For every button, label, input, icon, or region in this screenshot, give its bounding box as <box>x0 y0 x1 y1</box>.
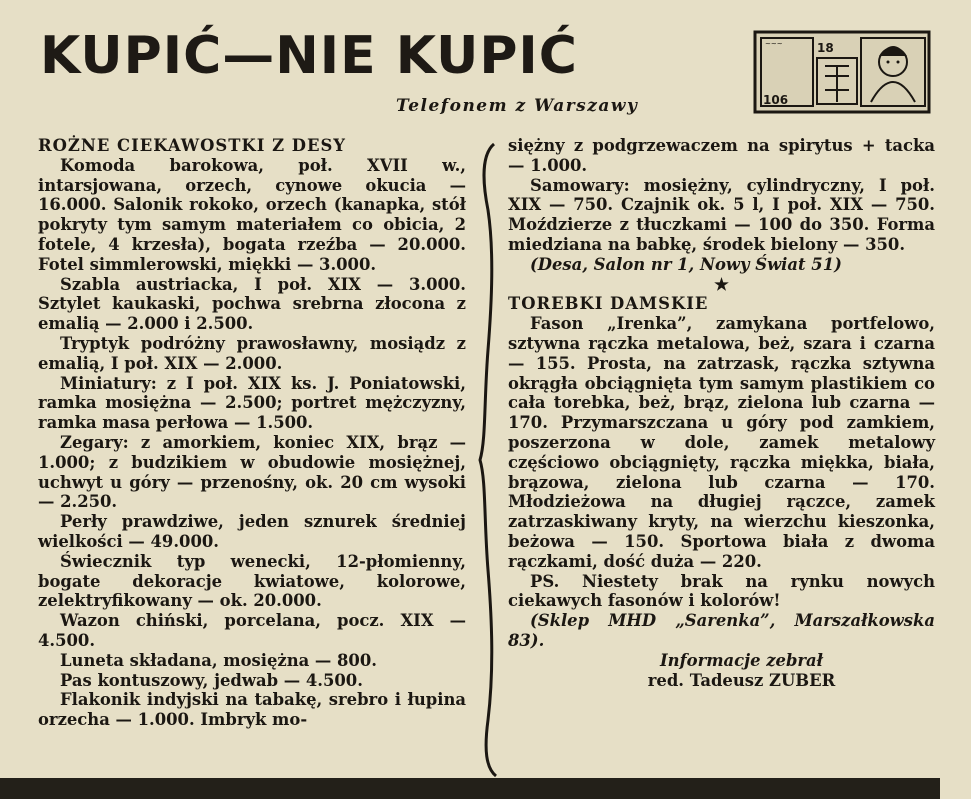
star-separator: ★ <box>714 274 729 294</box>
section-heading: ROŻNE CIEKAWOSTKI Z DESY <box>38 136 346 155</box>
listing-paragraph: Komoda barokowa, poł. XVII w., intarsjowana, orzech, cynowe okucia — 16.000. Salonik rokoko, orzech (kanapka, stół pokryty tym samym materiałem co obicia, 2 fotele, 4 krzesła), bogata rzeźba — 20.000. Fotel simmlerowski, miękki — 3.000. <box>38 155 466 274</box>
continued-paragraph: siężny z podgrzewaczem na spirytus + tacka — 1.000. <box>508 136 935 175</box>
column-divider <box>478 140 504 780</box>
listing-paragraph: Samowary: mosiężny, cylindryczny, I poł. XIX — 750. Czajnik ok. 5 l, I poł. XIX — 750. Moździerze z tłuczkami — 100 do 350. Forma miedziana na babkę, środek bielony — 350. <box>508 175 935 254</box>
bottom-edge-bar <box>0 778 940 799</box>
listing-paragraph: Świecznik typ wenecki, 12-płomienny, bogate dekoracje kwiatowe, kolorowe, zelektryfikowany — ok. 20.000. <box>38 551 466 611</box>
listing-paragraph: Miniatury: z I poł. XIX ks. J. Poniatowski, ramka mosiężna — 2.500; portret mężczyzny, ramka masa perłowa — 1.500. <box>38 373 466 433</box>
page-title: KUPIĆ—NIE KUPIĆ <box>40 26 578 86</box>
listing-paragraph: Szabla austriacka, I poł. XIX — 3.000. Sztylet kaukaski, pochwa srebrna złocona z emalią — 2.000 i 2.500. <box>38 274 466 334</box>
listing-paragraph: Flakonik indyjski na tabakę, srebro i łupina orzecha — 1.000. Imbryk mo- <box>38 690 466 730</box>
listing-paragraph: Fason „Irenka”, zamykana portfelowo, sztywna rączka metalowa, beż, szara i czarna — 155. Prosta, na zatrzask, rączka sztywna okrągła obciągnięta tym samym plastikiem co cała torebka, beż, brąz, zielona lub czarna — 170. Przymarszczana u góry pod zamkiem, poszerzona w dole, zamek metalowy częściowo obciągnięty, rączka miękka, biała, brązowa, zielona lub czarna — 170. Młodzieżowa na długiej rączce, zamek zatrzaskiwany kryty, na wierzchu kieszonka, beżowa — 150. Sportowa biała z dwoma rączkami, dość duża — 220. <box>508 314 935 571</box>
left-column <box>38 136 466 730</box>
listing-paragraph: Perły prawdziwe, jeden sznurek średniej wielkości — 49.000. <box>38 512 466 551</box>
listing-paragraph: Wazon chiński, porcelana, pocz. XIX — 4.500. <box>38 611 466 650</box>
byline-author: red. Tadeusz ZUBER <box>647 670 836 690</box>
source-note: (Desa, Salon nr 1, Nowy Świat 51) <box>530 254 842 274</box>
byline-label: Informacje zebrał <box>660 650 823 670</box>
svg-text:18: 18 <box>817 41 834 55</box>
source-note: (Sklep MHD „Sarenka”, Marszałkowska 83). <box>508 611 935 650</box>
svg-text:106: 106 <box>763 93 789 107</box>
postage-stamp-illustration <box>753 30 931 114</box>
listing-paragraph: Pas kontuszowy, jedwab — 4.500. <box>60 670 363 690</box>
svg-text:~~~: ~~~ <box>765 40 783 48</box>
section-heading: TOREBKI DAMSKIE <box>508 294 709 314</box>
listing-paragraph: PS. Niestety brak na rynku nowych ciekawych fasonów i kolorów! <box>508 571 935 611</box>
page-subtitle: Telefonem z Warszawy <box>396 96 639 116</box>
listing-paragraph: Luneta składana, mosiężna — 800. <box>60 650 377 670</box>
right-column <box>508 136 935 690</box>
listing-paragraph: Tryptyk podróżny prawosławny, mosiądz z emalią, I poł. XIX — 2.000. <box>38 333 466 373</box>
listing-paragraph: Zegary: z amorkiem, koniec XIX, brąz — 1.000; z budzikiem w obudowie mosiężnej, uchwyt u góry — przenośny, ok. 20 cm wysoki — 2.250. <box>38 432 466 512</box>
